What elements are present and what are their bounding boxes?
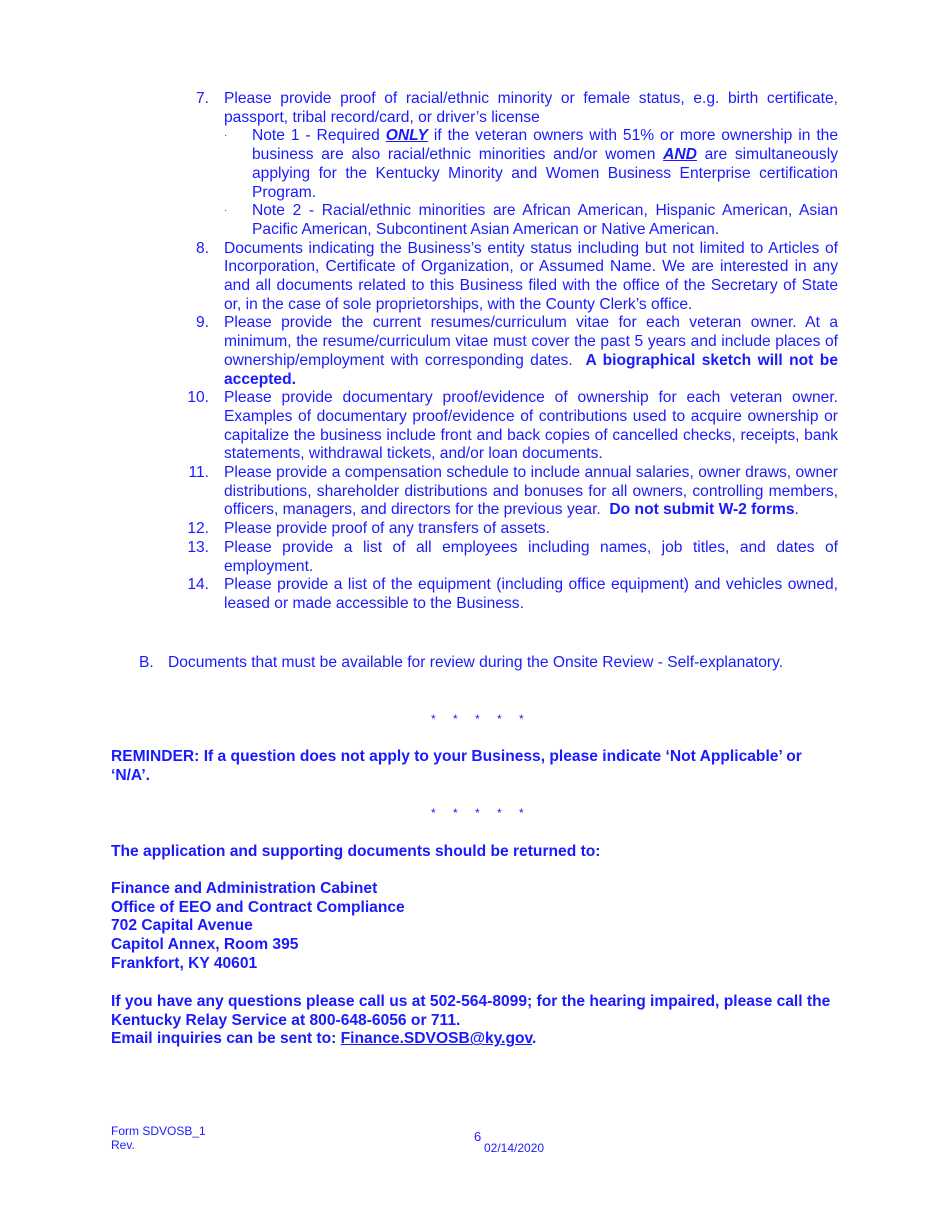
item-number: 10. bbox=[187, 389, 209, 407]
emphasis-and: AND bbox=[663, 146, 697, 164]
item-text: Please provide documentary proof/evidence of ownership for each veteran owner. Examples of documentary proof/evidence of contributions used to acquire ownership or capitalize the business include front and back copies of cancelled checks, receipts, bank statements, withdrawal tickets, and/or loan documents. bbox=[224, 389, 838, 463]
list-item bbox=[181, 314, 838, 389]
contact-phone-text: If you have any questions please call us at 502-564-8099; for the hearing impaired, please call the Kentucky Relay Service at 800-648-6056 or 711. bbox=[111, 993, 831, 1029]
item-text: Please provide a compensation schedule to include annual salaries, owner draws, owner distributions, shareholder distributions and bonuses for all owners, controlling members, officers, managers, and directors for the previous year. Do not submit W-2 forms. bbox=[224, 464, 838, 519]
item-text: Please provide proof of any transfers of assets. bbox=[224, 520, 550, 538]
list-item bbox=[181, 464, 838, 520]
item-number: 8. bbox=[195, 239, 209, 257]
separator-stars: * * * * * bbox=[431, 712, 524, 726]
email-label: Email inquiries can be sent to: bbox=[111, 1030, 341, 1048]
mailing-address bbox=[111, 880, 839, 974]
revision-date: 02/14/2020 bbox=[484, 1141, 545, 1155]
reminder-text: REMINDER: If a question does not apply to your Business, please indicate ‘Not Applicable’ or ‘N/A’. bbox=[111, 748, 802, 784]
note-2: · Note 2 - Racial/ethnic minorities are African American, Hispanic American, Asian Pacific American, Subcontinent Asian American or Native American. bbox=[224, 202, 838, 238]
note-1: · Note 1 - Required ONLY if the veteran owners with 51% or more ownership in the business are also racial/ethnic minorities and/or women AND are simultaneously applying for the Kentucky Minority and Women Business Enterprise certification Program. bbox=[224, 127, 839, 201]
item-number: 7. bbox=[195, 90, 209, 107]
item-number: 13. bbox=[187, 538, 209, 556]
contact-info: If you have any questions please call us at 502-564-8099; for the hearing impaired, please call the Kentucky Relay Service at 800-648-6056 or 711. Email inquiries can be sent to: Finance.SDVOSB@ky.gov. bbox=[111, 993, 839, 1049]
item-number: 12. bbox=[187, 520, 209, 538]
emphasis-only: ONLY bbox=[385, 127, 428, 145]
item-text: Please provide the current resumes/curriculum vitae for each veteran owner. At a minimum, the resume/curriculum vitae must cover the past 5 years and include places of ownership/employment with corresponding dates. A biographical sketch will not be accepted. bbox=[224, 314, 838, 388]
bullet-icon: · bbox=[224, 205, 228, 217]
list-item bbox=[181, 389, 838, 464]
section-b bbox=[139, 654, 839, 673]
note-list bbox=[224, 127, 838, 239]
address-line: Office of EEO and Contract Compliance bbox=[111, 898, 405, 916]
requirements-list bbox=[181, 90, 838, 614]
item-number: 9. bbox=[195, 314, 209, 332]
section-letter: B. bbox=[139, 654, 154, 671]
footer-form-id: Form SDVOSB_1 Rev. bbox=[111, 1124, 206, 1152]
bullet-icon: · bbox=[224, 130, 228, 142]
list-item bbox=[181, 90, 838, 240]
list-item bbox=[181, 240, 838, 315]
item-text: Please provide proof of racial/ethnic minority or female status, e.g. birth certificate, passport, tribal record/card, or driver’s license bbox=[224, 90, 838, 126]
address-line: 702 Capital Avenue bbox=[111, 917, 253, 935]
page-number: 6 bbox=[474, 1129, 482, 1144]
item-text: Please provide a list of all employees including names, job titles, and dates of employment. bbox=[224, 538, 838, 575]
item-number: 11. bbox=[188, 464, 209, 482]
list-item bbox=[181, 576, 838, 613]
item-text: Please provide a list of the equipment (including office equipment) and vehicles owned, leased or made accessible to the Business. bbox=[224, 576, 838, 612]
list-item bbox=[181, 539, 838, 576]
address-line: Finance and Administration Cabinet bbox=[111, 880, 378, 897]
item-number: 14. bbox=[187, 576, 209, 594]
section-b-text: Documents that must be available for review during the Onsite Review - Self-explanatory. bbox=[168, 654, 784, 671]
item-text: Documents indicating the Business’s entity status including but not limited to Articles of Incorporation, Certificate of Organization, or Assumed Name. We are interested in any and all documents related to this Business filed with the office of the Secretary of State or, in the case of sole proprietorships, with the County Clerk’s office. bbox=[224, 239, 838, 313]
address-line: Capitol Annex, Room 395 bbox=[111, 936, 299, 954]
email-link[interactable]: Finance.SDVOSB@ky.gov bbox=[340, 1030, 533, 1048]
list-item bbox=[181, 520, 838, 539]
return-heading: The application and supporting documents should be returned to: bbox=[111, 843, 601, 860]
address-line: Frankfort, KY 40601 bbox=[111, 954, 258, 972]
separator-stars: * * * * * bbox=[431, 806, 524, 820]
